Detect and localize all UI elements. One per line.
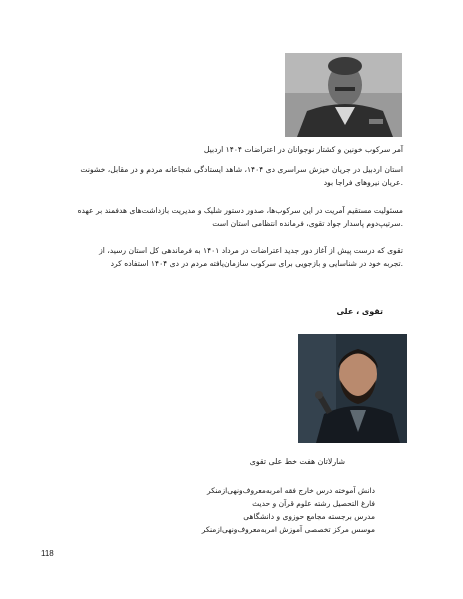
paragraph-1: استان اردبیل در جریان خیزش سراسری دی ۱۴۰۴، شاهد ایستادگی شجاعانه مردم و در مقابل، خشونت .عریان نیروهای فراجا بود [80,165,403,187]
bio-line: دانش آموخته درس خارج فقه امربه‌معروف‌ونهی‌ازمنکر [207,486,375,495]
page-number: 118 [41,549,54,558]
bio-line: فارغ التحصیل رشته علوم قرآن و حدیث [252,499,375,508]
bio-lines [202,484,375,536]
paragraph-3: تقوی که درست پیش از آغاز دور جدید اعتراضات در مرداد ۱۴۰۱ به فرماندهی کل استان رسید، از .تجربه خود در شناسایی و بازجویی برای سرکوب سازمان‌یافته مردم در دی ۱۴۰۴ استفاده کرد [99,246,403,268]
speaker-portrait-photo [298,334,407,443]
photo1-caption: آمر سرکوب خونین و کشتار نوجوانان در اعتراضات ۱۴۰۴ اردبیل [203,145,403,154]
bio-line: موسس مرکز تخصصی آموزش امربه‌معروف‌ونهی‌ازمنکر [201,525,375,534]
bio-line: مدرس برجسته مجامع حوزوی و دانشگاهی [243,512,375,521]
person-name-heading: تقوی ، علی [336,307,383,316]
paragraph-2: مسئولیت مستقیم آمریت در این سرکوب‌ها، صدور دستور شلیک و مدیریت بازداشت‌های هدفمند بر عهده .سرتیپ‌دوم پاسدار جواد تقوی، فرمانده انتظامی استان است [77,206,403,228]
officer-portrait-photo [285,53,402,137]
photo2-caption: شارلاتان هفت خط علی تقوی [249,457,345,466]
